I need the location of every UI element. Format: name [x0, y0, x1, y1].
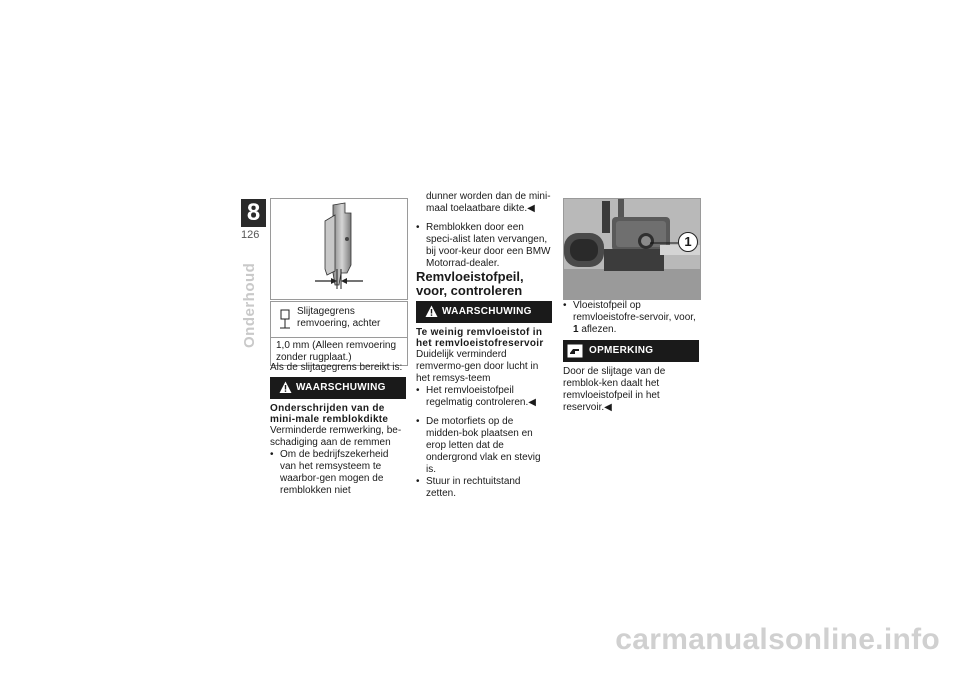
- brake-reservoir-image: [564, 199, 700, 299]
- column-2: [416, 191, 552, 500]
- list-item: • Het remvloeistofpeil regelmatig controleren.◀: [416, 385, 552, 409]
- warning-title: Onderschrijden van de mini-male remblokdikte: [270, 403, 389, 425]
- bullet-text: Vloeistofpeil op remvloeistofre-servoir, voor,: [573, 300, 696, 323]
- brake-pad-icon: [271, 199, 407, 299]
- bullet-text-end: aflezen.: [578, 324, 617, 335]
- section-title: Remvloeistofpeil, voor, controleren: [416, 269, 524, 298]
- spec-label: Slijtagegrens remvoering, achter: [297, 306, 381, 329]
- page-number: 126: [241, 229, 260, 241]
- warning-triangle-icon: [425, 305, 438, 318]
- watermark: carmanualsonline.info: [615, 623, 940, 656]
- warning-text: Verminderde remwerking, be-schadiging aan de remmen: [270, 425, 402, 448]
- continued-text: dunner worden dan de mini-maal toelaatbare dikte.◀: [426, 191, 551, 214]
- warning-banner: [270, 377, 406, 399]
- warning-label: WAARSCHUWING: [442, 306, 532, 317]
- note-banner: [563, 340, 699, 362]
- chapter-number: 8: [241, 199, 266, 227]
- intro-text: Als de slijtagegrens bereikt is:: [270, 362, 403, 373]
- note-text: Door de slijtage van de remblok-ken daalt het remvloeistofpeil in het reservoir.◀: [563, 366, 666, 413]
- warning-triangle-icon: [279, 381, 292, 394]
- warning-text: Duidelijk verminderd remvermo-gen door lucht in het remsys-teem: [416, 349, 539, 384]
- warning-label: WAARSCHUWING: [296, 382, 386, 393]
- spec-value: 1,0 mm (Alleen remvoering zonder rugplaat.): [276, 340, 397, 363]
- warning-banner: [416, 301, 552, 323]
- list-item: • Om de bedrijfszekerheid van het remsysteem te waarbor-gen mogen de remblokken niet: [270, 449, 406, 497]
- warning-title: Te weinig remvloeistof in het remvloeistofreservoir: [416, 327, 544, 349]
- wear-limit-icon: [279, 308, 291, 332]
- note-hand-icon: [567, 344, 583, 358]
- column-3: [563, 300, 699, 414]
- column-1: [270, 362, 406, 497]
- spec-label-row: [271, 302, 407, 338]
- callout-label: 1: [678, 232, 698, 252]
- chapter-title: Onderhoud: [241, 262, 258, 348]
- note-label: OPMERKING: [589, 345, 654, 356]
- list-item: • Remblokken door een speci-alist laten vervangen, bij voor-keur door een BMW Motorrad-dealer.: [416, 222, 552, 270]
- brake-pad-figure: [270, 198, 408, 300]
- callout-ref: 1: [573, 324, 579, 335]
- list-item: • Stuur in rechtuitstand zetten.: [416, 476, 552, 500]
- spec-table: [270, 301, 408, 366]
- list-item: [563, 300, 699, 336]
- reservoir-photo: [563, 198, 701, 300]
- list-item: • De motorfiets op de midden-bok plaatsen en erop letten dat de ondergrond vlak en stevig is.: [416, 416, 552, 476]
